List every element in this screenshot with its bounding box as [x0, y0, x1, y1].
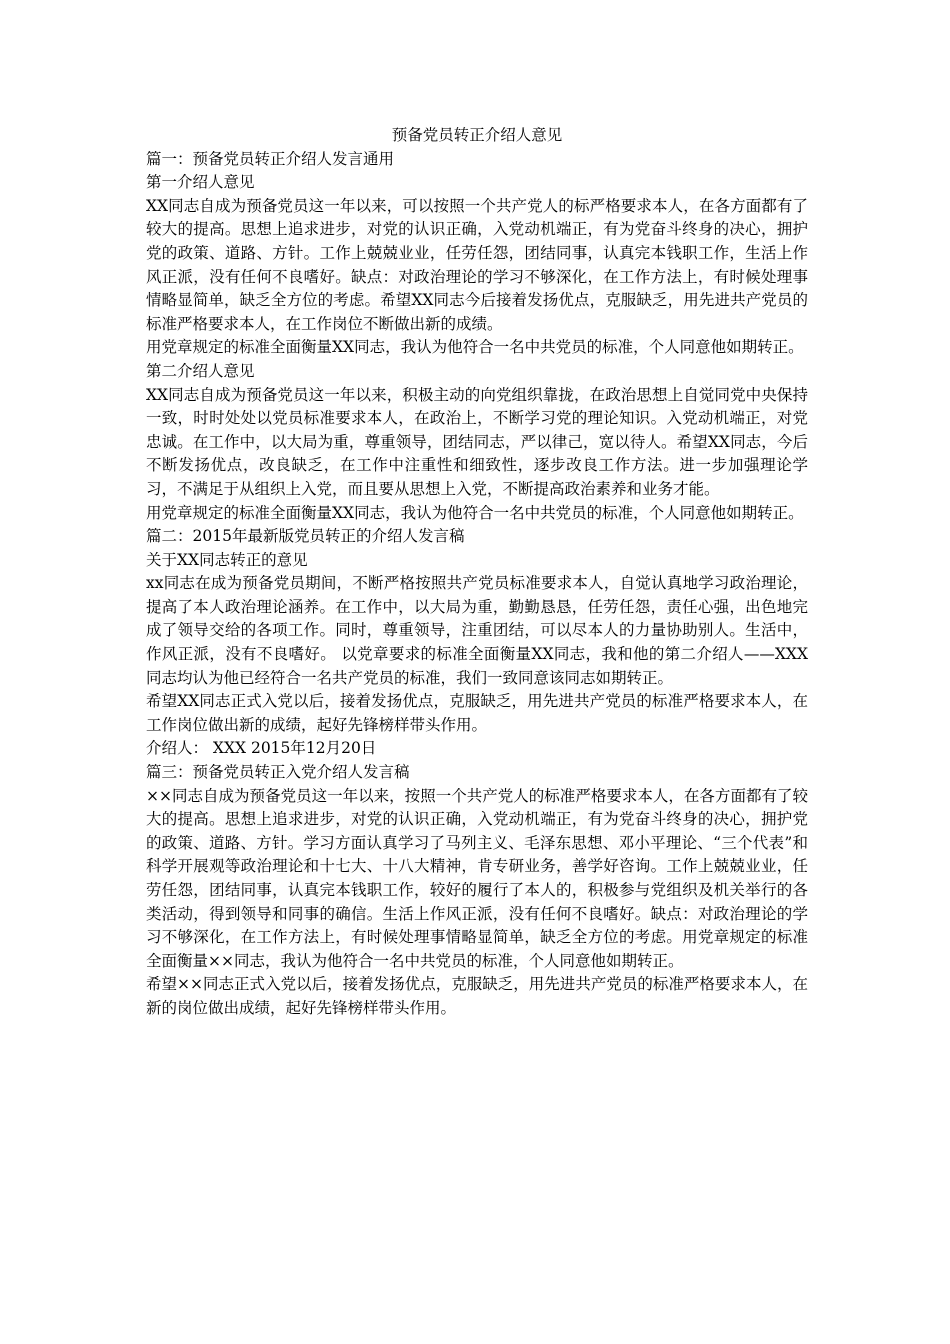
subheading-opinion: 关于XX同志转正的意见: [146, 550, 308, 569]
section-heading-3: 篇三：预备党员转正入党介绍人发言稿: [146, 763, 410, 782]
paragraph: 用党章规定的标准全面衡量XX同志，我认为他符合一名中共党员的标准，个人同意他如期转正。: [146, 338, 804, 357]
subheading-second-introducer: 第二介绍人意见: [146, 361, 255, 380]
subheading-first-introducer: 第一介绍人意见: [146, 173, 255, 192]
document-page: [146, 124, 808, 1021]
paragraph: XX同志自成为预备党员这一年以来，积极主动的向党组织靠拢，在政治思想上自觉同党中央保持一致，时时处处以党员标准要求本人，在政治上，不断学习党的理论知识。入党动机端正，对党忠诚。在工作中，以大局为重，尊重领导，团结同志，严以律己，宽以待人。希望XX同志，今后不断发扬优点，改良缺乏，在工作中注重性和细致性，逐步改良工作方法。进一步加强理论学习，不满足于从组织上入党，而且要从思想上入党，不断提高政治素养和业务才能。: [146, 385, 808, 498]
section-heading-2: 篇二：2015年最新版党员转正的介绍人发言稿: [146, 527, 465, 546]
signature-line: 介绍人： XXX 2015年12月20日: [146, 739, 377, 758]
paragraph: 用党章规定的标准全面衡量XX同志，我认为他符合一名中共党员的标准，个人同意他如期转正。: [146, 503, 804, 522]
paragraph: XX同志自成为预备党员这一年以来，可以按照一个共产党人的标严格要求本人，在各方面都有了较大的提高。思想上追求进步，对党的认识正确，入党动机端正，有为党奋斗终身的决心，拥护党的政策、道路、方针。工作上兢兢业业，任劳任怨，团结同事，认真完本钱职工作，生活上作风正派，没有任何不良嗜好。缺点：对政治理论的学习不够深化，在工作方法上，有时候处理事情略显简单，缺乏全方位的考虑。希望XX同志今后接着发扬优点，克服缺乏，用先进共产党员的标准严格要求本人，在工作岗位不断做出新的成绩。: [146, 196, 808, 333]
section-heading-1: 篇一：预备党员转正介绍人发言通用: [146, 149, 395, 168]
document-title: 预备党员转正介绍人意见: [391, 126, 563, 144]
paragraph: 希望XX同志正式入党以后，接着发扬优点，克服缺乏，用先进共产党员的标准严格要求本人，在工作岗位做出新的成绩，起好先锋榜样带头作用。: [146, 692, 808, 734]
paragraph: 希望××同志正式入党以后，接着发扬优点，克服缺乏，用先进共产党员的标准严格要求本人，在新的岗位做出成绩，起好先锋榜样带头作用。: [146, 975, 808, 1017]
paragraph: xx同志在成为预备党员期间，不断严格按照共产党员标准要求本人，自觉认真地学习政治理论，提高了本人政治理论涵养。在工作中，以大局为重，勤勤恳恳，任劳任怨，责任心强，出色地完成了领导交给的各项工作。同时，尊重领导，注重团结，可以尽本人的力量协助别人。生活中，作风正派，没有不良嗜好。 以党章要求的标准全面衡量XX同志，我和他的第二介绍人——XXX同志均认为他已经符合一名共产党员的标准，我们一致同意该同志如期转正。: [146, 574, 808, 687]
paragraph: ××同志自成为预备党员这一年以来，按照一个共产党人的标准严格要求本人，在各方面都有了较大的提高。思想上追求进步，对党的认识正确，入党动机端正，有为党奋斗终身的决心，拥护党的政策、道路、方针。学习方面认真学习了马列主义、毛泽东思想、邓小平理论、“三个代表”和科学开展观等政治理论和十七大、十八大精神，肯专研业务，善学好咨询。工作上兢兢业业，任劳任怨，团结同事，认真完本钱职工作，较好的履行了本人的，积极参与党组织及机关举行的各类活动，得到领导和同事的确信。生活上作风正派，没有任何不良嗜好。缺点：对政治理论的学习不够深化，在工作方法上，有时候处理事情略显简单，缺乏全方位的考虑。用党章规定的标准全面衡量××同志，我认为他符合一名中共党员的标准，个人同意他如期转正。: [146, 786, 808, 970]
